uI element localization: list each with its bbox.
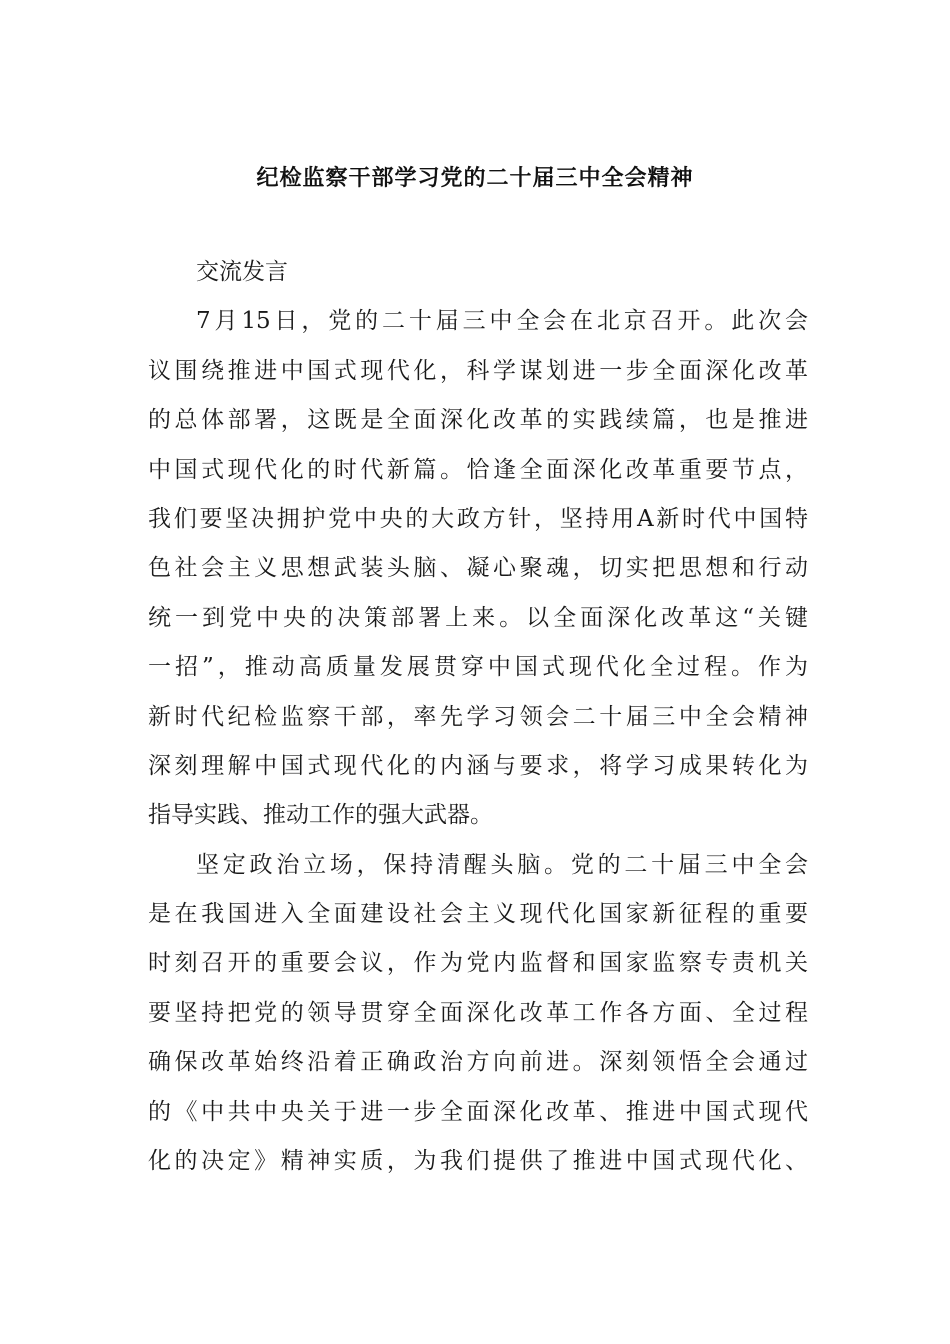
body-line: 统一到党中央的决策部署上来。以全面深化改革这“关键 xyxy=(148,604,808,631)
body-line: 是在我国进入全面建设社会主义现代化国家新征程的重要 xyxy=(148,901,808,928)
body-line: 的《中共中央关于进一步全面深化改革、推进中国式现代 xyxy=(148,1098,808,1125)
body-line: 新时代纪检监察干部，率先学习领会二十届三中全会精神 xyxy=(148,703,808,730)
body-line: 深刻理解中国式现代化的内涵与要求，将学习成果转化为 xyxy=(148,752,808,779)
body-line: 议围绕推进中国式现代化，科学谋划进一步全面深化改革 xyxy=(148,357,808,384)
body-line: 时刻召开的重要会议，作为党内监督和国家监察专责机关 xyxy=(148,950,808,977)
body-line: 色社会主义思想武装头脑、凝心聚魂，切实把思想和行动 xyxy=(148,555,808,582)
body-line: 一招”，推动高质量发展贯穿中国式现代化全过程。作为 xyxy=(148,654,808,681)
body-line: 要坚持把党的领导贯穿全面深化改革工作各方面、全过程 xyxy=(148,999,808,1026)
body-line: 7月15日，党的二十届三中全会在北京召开。此次会 xyxy=(196,308,808,335)
body-line: 确保改革始终沿着正确政治方向前进。深刻领悟全会通过 xyxy=(148,1049,808,1076)
body-line: 中国式现代化的时代新篇。恰逢全面深化改革重要节点， xyxy=(148,456,808,483)
body-line: 我们要坚决拥护党中央的大政方针，坚持用A新时代中国特 xyxy=(148,505,808,532)
body-line: 坚定政治立场，保持清醒头脑。党的二十届三中全会 xyxy=(196,851,808,878)
body-line: 化的决定》精神实质，为我们提供了推进中国式现代化、 xyxy=(148,1148,808,1175)
body-line: 指导实践、推动工作的强大武器。 xyxy=(148,802,493,829)
document-subtitle: 交流发言 xyxy=(196,259,288,285)
body-line: 的总体部署，这既是全面深化改革的实践续篇，也是推进 xyxy=(148,407,808,434)
document-title: 纪检监察干部学习党的二十届三中全会精神 xyxy=(256,165,694,191)
document-body xyxy=(148,248,808,1186)
